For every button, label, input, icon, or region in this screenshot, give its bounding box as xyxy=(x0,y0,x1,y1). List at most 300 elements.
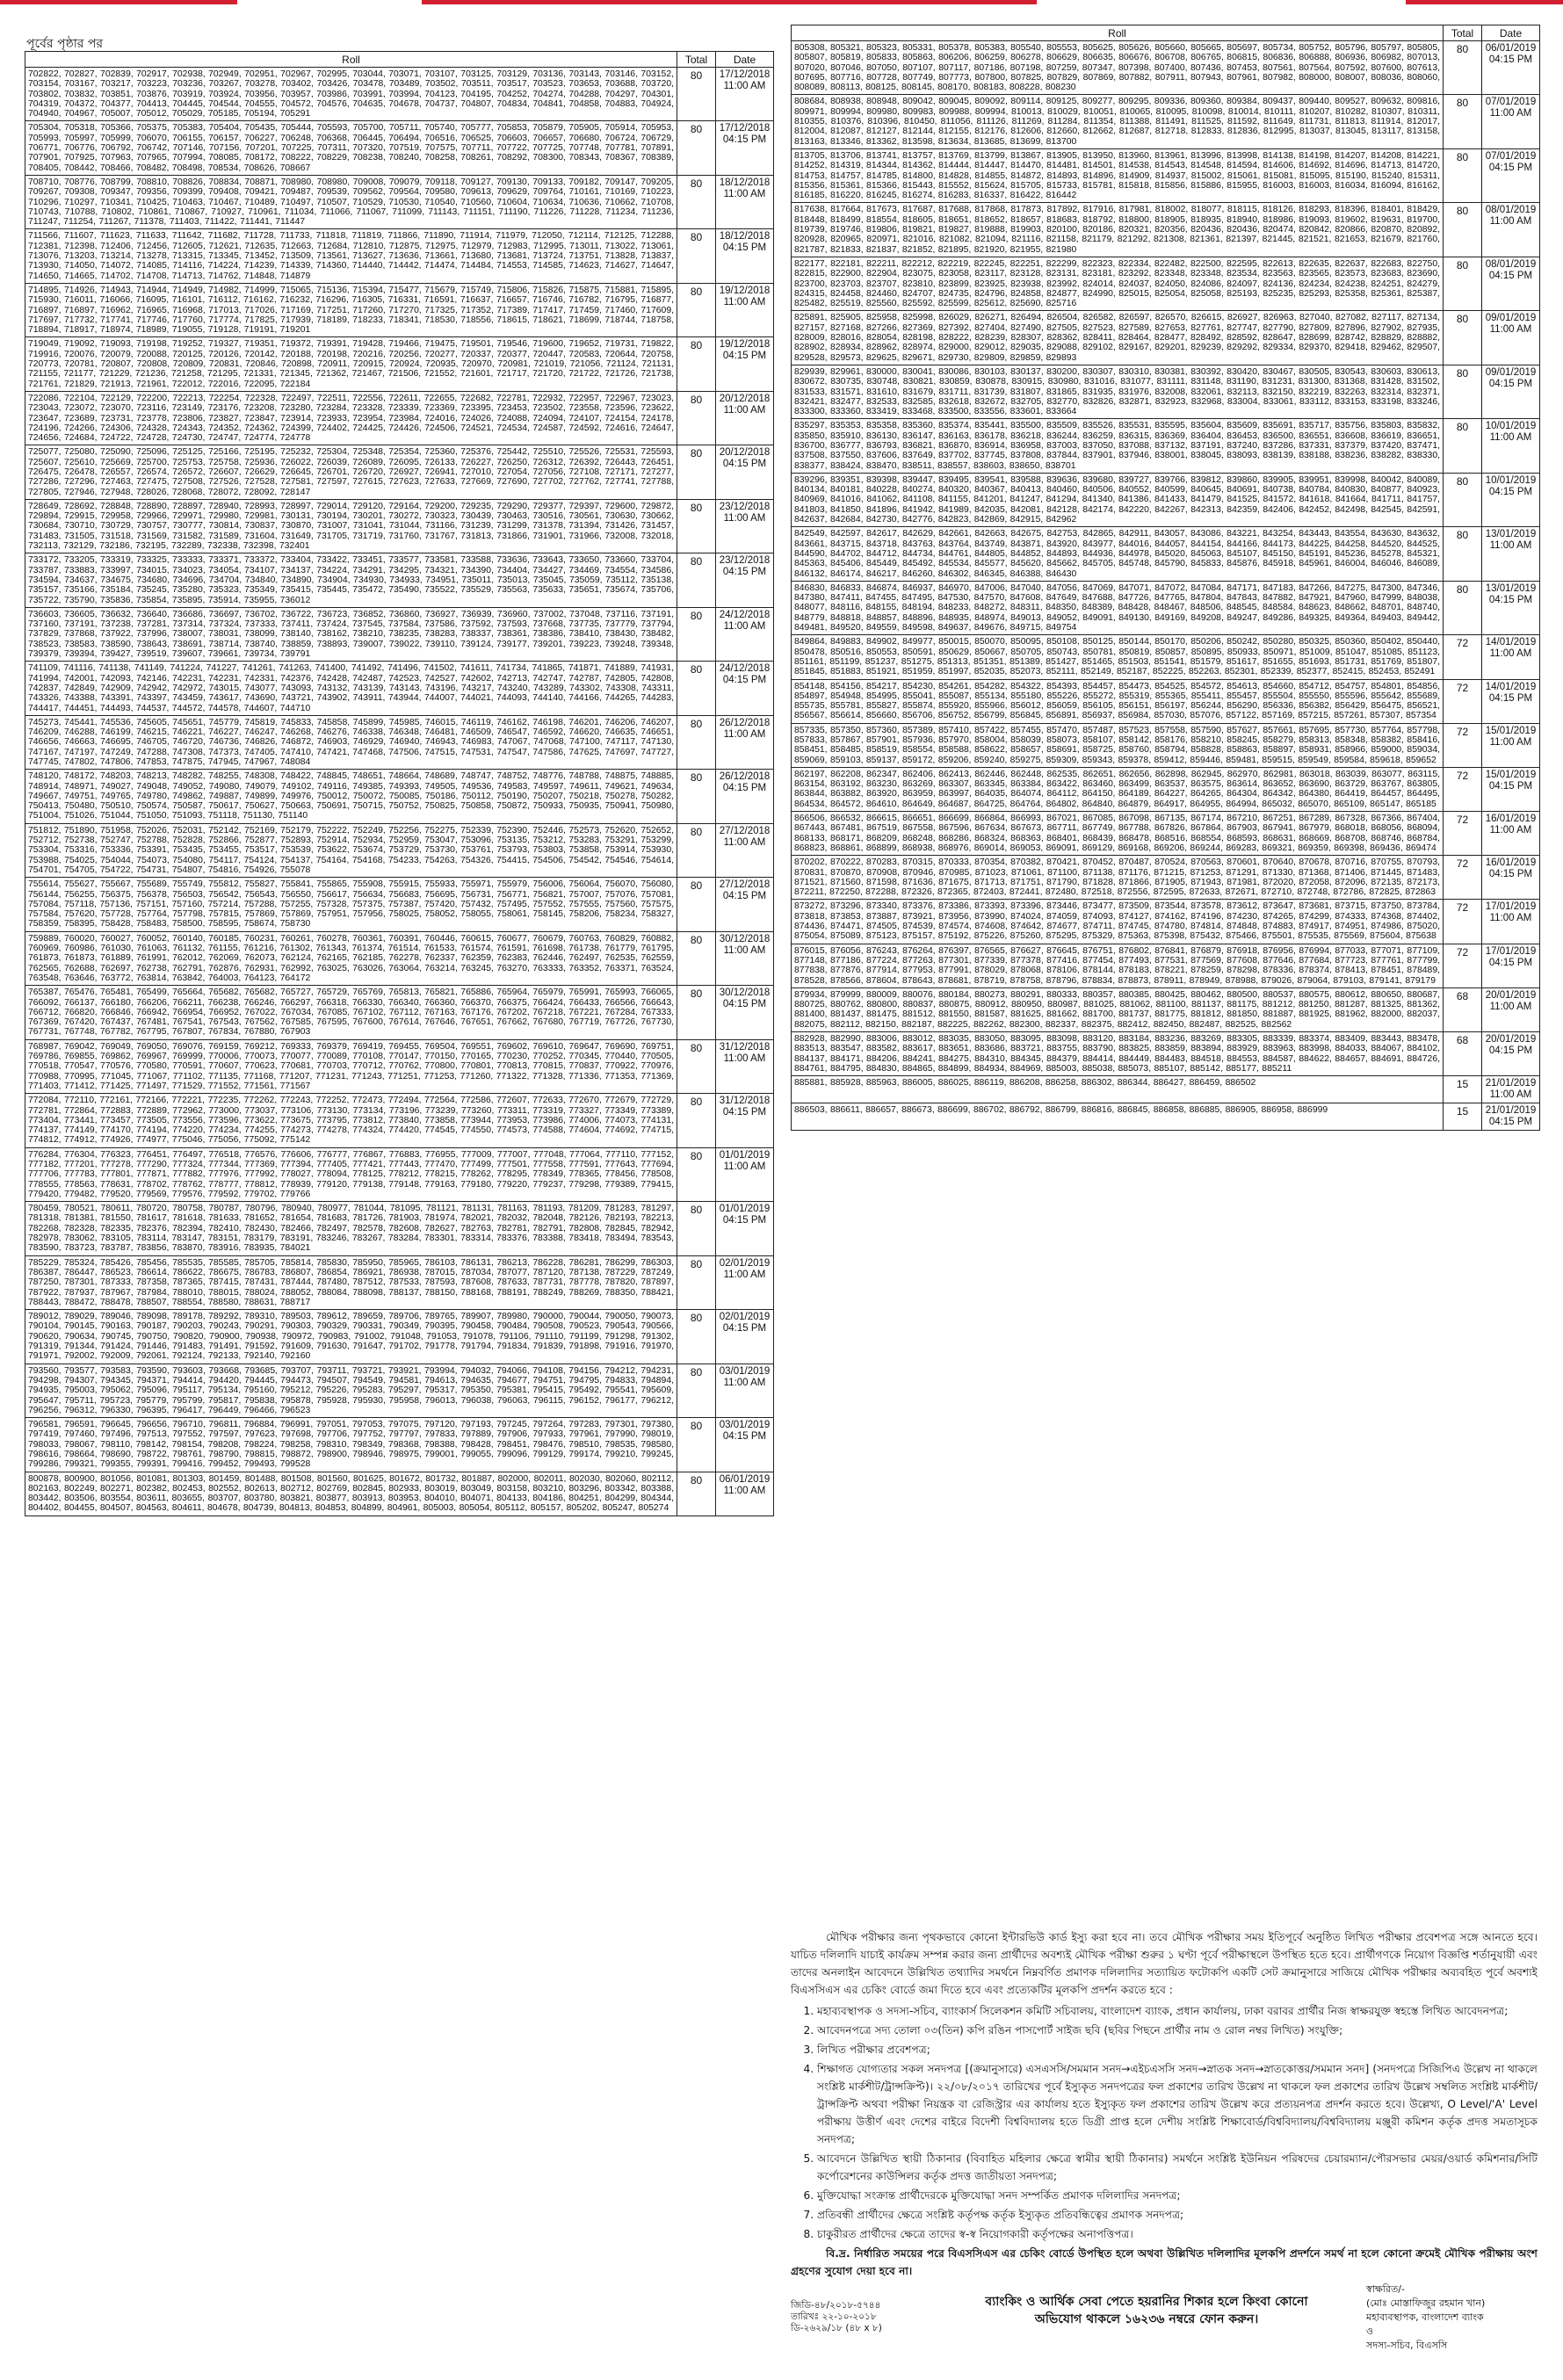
exam-time: 04:15 PM xyxy=(1488,162,1533,173)
date-cell xyxy=(716,1094,774,1147)
exam-time: 11:00 AM xyxy=(723,836,766,848)
date-cell xyxy=(1482,1103,1540,1131)
instructions-intro: মৌখিক পরীক্ষার জন্য পৃথকভাবে কোনো ইন্টারভিউ কার্ড ইস্যু করা হবে না। তবে মৌখিক পরীক্ষার সময় ইতিপূর্বে অনুষ্ঠিত লিখিত পরীক্ষার প্রবেশপত্র সঙ্গে আনতে হবে। যাচিত দলিলাদি যাচাই কার্যক্রম সম্পন্ন করার জন্য প্রার্থীদের অবশ্যই মৌখিক পরীক্ষা শুরুর ১ ঘণ্টা পূর্বে পরীক্ষাস্থলে উপস্থিত হতে হবে। প্রার্থীগণকে নিয়োগ বিজ্ঞপ্তি শর্তানুযায়ী এবং তাদের অনলাইন আবেদনে উল্লিখিত তথ্যাদির সমর্থনে নিম্নবর্ণিত প্রমাণক দলিলাদির সত্যায়িত ফটোকপি একটি সেট ক্রমানুসারে সাজিয়ে মৌখিক পরীক্ষার অব্যবহিত পূর্বে অবশ্যই বিএসসিএস এর চেকিং বোর্ডে জমা দিতে হবে এবং প্রত্যেকটির মূলকপি প্রদর্শন করতে হবে : xyxy=(791,1931,1538,1996)
instructions-section xyxy=(791,1928,1538,2282)
total-header: Total xyxy=(677,52,716,68)
exam-date: 03/01/2019 xyxy=(719,1420,771,1431)
date-cell xyxy=(716,1255,774,1309)
exam-date: 30/12/2018 xyxy=(719,987,771,999)
checklist-item: 6. মুক্তিযোদ্ধা সংক্রান্ত প্রার্থীদেরকে মুক্তিযোদ্ধা সনদ সম্পর্কিত প্রমাণক দলিলাদির সনদপত্র; xyxy=(817,2187,1538,2204)
exam-date: 31/12/2018 xyxy=(719,1041,771,1053)
schedule-row xyxy=(792,473,1540,526)
date-cell xyxy=(1482,473,1540,526)
memo-line: ডি-২৬২৯/১৮ (৪৮ x ৮) xyxy=(791,2323,882,2333)
date-cell xyxy=(1482,148,1540,202)
schedule-row xyxy=(792,812,1540,856)
date-cell xyxy=(1482,1076,1540,1103)
date-cell xyxy=(1482,581,1540,634)
total-cell: 80 xyxy=(1444,95,1482,148)
schedule-row xyxy=(25,1094,774,1147)
roll-numbers-cell: 813705, 813706, 813741, 813757, 813769, 813799, 813867, 813905, 813950, 813960, 813961, 813996, 813998, 814138, 814198, 814207, 814208, 814221, 814252, 814319, 814344, 814362, 814444, 814447, 814470, 814481, 814501, 814538, 814543, 814548, 814594, 814606, 814692, 814696, 814713, 814720, 814753, 814757, 814785, 814800, 814828, 814855, 814872, 814893, 814896, 814909, 814937, 815002, 815061, 815081, 815095, 815190, 815240, 815311, 815356, 815361, 815366, 815443, 815552, 815624, 815705, 815733, 815781, 815818, 815856, 815886, 815955, 816003, 816003, 816034, 816094, 816162, 816185, 816220, 816245, 816274, 816283, 816337, 816422, 816442 xyxy=(792,148,1444,202)
total-cell: 80 xyxy=(677,1255,716,1309)
date-cell xyxy=(716,715,774,769)
exam-time: 11:00 AM xyxy=(1489,648,1532,660)
total-cell: 80 xyxy=(677,337,716,391)
schedule-row xyxy=(792,944,1540,987)
roll-numbers-cell: 772084, 772110, 772161, 772166, 772221, 772235, 772262, 772243, 772252, 772473, 772494, 772564, 772586, 772607, 772633, 772670, 772679, 772729, 772781, 772864, 772883, 772889, 772962, 773000, 773037, 773106, 773130, 773134, 773196, 773239, 773260, 773311, 773319, 773327, 773349, 773389, 773404, 773441, 773457, 773505, 773556, 773596, 773622, 773675, 773795, 773812, 773840, 773858, 773944, 773953, 773986, 774006, 774073, 774131, 774137, 774149, 774170, 774194, 774220, 774234, 774255, 774273, 774278, 774324, 774420, 774545, 774550, 774573, 774588, 774604, 774692, 774715, 774812, 774912, 774926, 774977, 775046, 775056, 775092, 775142 xyxy=(25,1094,677,1147)
schedule-row xyxy=(25,1310,774,1364)
total-cell: 80 xyxy=(677,391,716,445)
total-cell: 80 xyxy=(677,986,716,1039)
schedule-row xyxy=(25,607,774,661)
table-header-row xyxy=(25,52,774,68)
total-cell: 80 xyxy=(677,1094,716,1147)
total-cell: 72 xyxy=(1444,679,1482,723)
roll-numbers-cell: 829939, 829961, 830000, 830041, 830086, 830103, 830137, 830200, 830307, 830310, 830381, 830392, 830420, 830467, 830505, 830543, 830603, 830613, 830672, 830735, 830748, 830821, 830859, 830878, 830915, 830980, 831016, 831077, 831111, 831148, 831190, 831231, 831300, 831368, 831428, 831502, 831533, 831571, 831610, 831679, 831711, 831739, 831807, 831865, 831935, 831976, 832008, 832061, 832113, 832150, 832219, 832263, 832314, 832371, 832421, 832477, 832533, 832585, 832618, 832672, 832705, 832770, 832826, 832871, 832923, 832968, 833004, 833061, 833112, 833153, 833198, 833246, 833300, 833360, 833419, 833468, 833500, 833556, 833601, 833664 xyxy=(792,365,1444,418)
schedule-row xyxy=(792,581,1540,634)
date-cell xyxy=(1482,365,1540,418)
exam-date: 10/01/2019 xyxy=(1485,474,1537,486)
total-cell: 80 xyxy=(677,1039,716,1093)
total-cell: 80 xyxy=(677,1202,716,1255)
schedule-row xyxy=(25,823,774,877)
exam-time: 04:15 PM xyxy=(722,351,767,362)
date-cell xyxy=(716,986,774,1039)
checklist-item: 5. আবেদনে উল্লিখিত স্থায়ী ঠিকানার (বিবাহিত মহিলার ক্ষেত্রে স্বামীর স্থায়ী ঠিকানার) সমর্থনে সংশ্লিষ্ট ইউনিয়ন পরিষদের চেয়ারম্যান/পৌরসভার মেয়র/ওয়ার্ড কমিশনার/সিটি কর্পোরেশনের কাউন্সিলর কর্তৃক প্রদত্ত জাতীয়তা সনদপত্র; xyxy=(817,2150,1538,2185)
roll-numbers-cell: 805308, 805321, 805323, 805331, 805378, 805383, 805540, 805553, 805625, 805626, 805660, 805665, 805697, 805734, 805752, 805796, 805797, 805805, 805807, 805819, 805833, 805863, 806206, 806259, 806278, 806629, 806635, 806676, 806708, 806765, 806815, 806836, 806888, 806936, 806982, 807013, 807020, 807046, 807050, 807107, 807117, 807186, 807198, 807259, 807347, 807398, 807400, 807436, 807453, 807561, 807564, 807592, 807600, 807613, 807695, 807716, 807728, 807749, 807773, 807800, 807825, 807829, 807869, 807882, 807911, 807943, 807961, 807982, 808000, 808007, 808036, 808060, 808089, 808113, 808125, 808145, 808170, 808183, 808228, 808230 xyxy=(792,41,1444,95)
total-cell: 80 xyxy=(677,715,716,769)
exam-time: 11:00 AM xyxy=(723,296,766,307)
exam-time: 04:15 PM xyxy=(722,1323,767,1335)
exam-date: 21/01/2019 xyxy=(1485,1078,1537,1089)
checklist-item: 7. প্রতিবন্ধী প্রার্থীদের ক্ষেত্রে সংশ্লিষ্ট কর্তৃপক্ষ কর্তৃক ইস্যুকৃত প্রতিবন্ধিত্বের প্রমাণক সনদপত্র; xyxy=(817,2206,1538,2224)
schedule-row xyxy=(25,337,774,391)
exam-time: 11:00 AM xyxy=(723,728,766,740)
roll-numbers-cell: 808684, 808938, 808948, 809042, 809045, 809092, 809114, 809125, 809277, 809295, 809336, 809360, 809384, 809437, 809440, 809527, 809632, 809816, 809971, 809994, 809980, 809983, 809988, 809994, 810013, 810029, 810051, 810065, 810095, 810098, 810014, 810111, 810207, 810282, 810307, 810311, 810355, 810376, 810396, 810450, 811056, 811126, 811269, 811284, 811354, 811388, 811491, 811525, 811592, 811649, 811731, 811813, 811914, 812017, 812004, 812087, 812127, 812144, 812155, 812176, 812606, 812660, 812662, 812687, 812718, 812833, 812836, 812995, 813037, 813045, 813117, 813158, 813163, 813346, 813362, 813598, 813634, 813685, 813699, 813700 xyxy=(792,95,1444,148)
schedule-row xyxy=(792,767,1540,811)
total-cell: 80 xyxy=(1444,527,1482,581)
total-cell: 72 xyxy=(1444,723,1482,767)
roll-numbers-cell: 711566, 711607, 711623, 711633, 711642, 711682, 711728, 711733, 711818, 711819, 711866, 711890, 711914, 711979, 712050, 712114, 712125, 712288, 712381, 712398, 712406, 712456, 712605, 712621, 712635, 712663, 712684, 712810, 712875, 712975, 712979, 712983, 712995, 713011, 713022, 713061, 713076, 713203, 713214, 713278, 713315, 713345, 713452, 713509, 713561, 713627, 713636, 713661, 713680, 713681, 713724, 713751, 713828, 713837, 713930, 714050, 714072, 714085, 714116, 714224, 714239, 714339, 714360, 714440, 714442, 714474, 714484, 714553, 714585, 714623, 714627, 714647, 714650, 714665, 714702, 714708, 714713, 714762, 714848, 714879 xyxy=(25,229,677,283)
total-cell: 72 xyxy=(1444,767,1482,811)
schedule-row xyxy=(792,1076,1540,1103)
exam-date: 06/01/2019 xyxy=(1485,43,1537,54)
exam-date: 01/01/2019 xyxy=(719,1149,771,1161)
total-cell: 80 xyxy=(1444,41,1482,95)
roll-numbers-cell: 733172, 733205, 733319, 733325, 733333, 733371, 733372, 733404, 733422, 733451, 733577, 733581, 733588, 733636, 733643, 733650, 733660, 733704, 733787, 733883, 733997, 734015, 734023, 734054, 734107, 734137, 734224, 734291, 734295, 734321, 734390, 734404, 734427, 734469, 734554, 734586, 734594, 734637, 734675, 734680, 734696, 734704, 734840, 734890, 734904, 734930, 734933, 734951, 735011, 735013, 735045, 735059, 735112, 735138, 735157, 735166, 735184, 735245, 735280, 735323, 735349, 735415, 735445, 735472, 735490, 735522, 735529, 735563, 735633, 735651, 735674, 735706, 735722, 735790, 735836, 735854, 735895, 735914, 735955, 736012 xyxy=(25,553,677,607)
roll-numbers-cell: 870202, 870222, 870283, 870315, 870333, 870354, 870382, 870421, 870452, 870487, 870524, 870563, 870601, 870640, 870678, 870716, 870755, 870793, 870831, 870870, 870908, 870946, 870985, 871023, 871061, 871100, 871138, 871176, 871215, 871253, 871291, 871330, 871368, 871406, 871445, 871483, 871521, 871560, 871598, 871636, 871675, 871713, 871751, 871790, 871828, 871866, 871905, 871943, 871981, 872020, 872058, 872096, 872135, 872173, 872211, 872250, 872288, 872326, 872365, 872403, 872441, 872480, 872518, 872556, 872595, 872633, 872671, 872710, 872748, 872786, 872825, 872863 xyxy=(792,856,1444,900)
schedule-row xyxy=(25,1039,774,1093)
schedule-row xyxy=(792,527,1540,581)
checklist-item: 2. আবেদনপত্রে সদ্য তোলা ০৩(তিন) কপি রঙিন পাসপোর্ট সাইজ ছবি (ছবির পিছনে প্রার্থীর নাম ও রোল নম্বর লিখিত) সংযুক্তি; xyxy=(817,2022,1538,2039)
exam-date: 13/01/2019 xyxy=(1485,582,1537,594)
exam-time: 11:00 AM xyxy=(1489,108,1532,119)
date-cell xyxy=(716,1310,774,1364)
roll-numbers-cell: 800878, 800900, 801056, 801081, 801303, 801459, 801488, 801508, 801560, 801625, 801672, 801732, 801887, 802000, 802011, 802030, 802060, 802112, 802163, 802249, 802271, 802382, 802453, 802552, 802613, 802712, 802769, 802845, 802933, 803019, 803049, 803158, 803210, 803296, 803342, 803388, 803442, 803506, 803554, 803611, 803655, 803707, 803780, 803821, 803877, 803913, 803953, 804010, 804071, 804133, 804186, 804251, 804299, 804344, 804402, 804455, 804507, 804563, 804611, 804678, 804739, 804813, 804853, 804899, 804961, 805003, 805054, 805112, 805157, 805202, 805247, 805274 xyxy=(25,1472,677,1516)
exam-date: 27/12/2018 xyxy=(719,879,771,891)
exam-time: 11:00 AM xyxy=(1489,825,1532,836)
date-cell xyxy=(716,175,774,228)
total-cell: 72 xyxy=(1444,900,1482,944)
exam-time: 11:00 AM xyxy=(1489,216,1532,228)
schedule-row xyxy=(792,679,1540,723)
roll-numbers-cell: 765387, 765476, 765481, 765499, 765664, 765682, 765682, 765727, 765729, 765769, 765813, 765821, 765886, 765964, 765979, 765991, 765993, 766065, 766092, 766137, 766180, 766206, 766211, 766238, 766246, 766297, 766318, 766330, 766340, 766360, 766370, 766375, 766424, 766433, 766566, 766643, 766712, 766820, 766846, 766942, 766954, 766952, 767022, 767034, 767085, 767102, 767112, 767163, 767176, 767202, 767218, 767221, 767284, 767333, 767369, 767420, 767437, 767481, 767541, 767543, 767562, 767585, 767595, 767600, 767614, 767646, 767651, 767662, 767680, 767719, 767726, 767730, 767731, 767748, 767782, 767795, 767807, 767834, 767880, 767903 xyxy=(25,986,677,1039)
exam-date: 30/12/2018 xyxy=(719,933,771,944)
schedule-row xyxy=(25,445,774,499)
schedule-row xyxy=(25,1364,774,1417)
checklist-item: 1. মহাব্যবস্থাপক ও সদস্য-সচিব, ব্যাংকার্স সিলেকশন কমিটি সচিবালয়, বাংলাদেশ ব্যাংক, প্রধান কার্যালয়, ঢাকা বরাবর প্রার্থীর নিজ স্বাক্ষরযুক্ত স্বহস্তে লিখিত আবেদনপত্র; xyxy=(817,2002,1538,2020)
exam-time: 11:00 AM xyxy=(723,404,766,416)
schedule-row xyxy=(25,770,774,823)
date-cell xyxy=(1482,856,1540,900)
schedule-row xyxy=(792,203,1540,257)
schedule-row xyxy=(25,878,774,931)
roll-numbers-cell: 789012, 789029, 789046, 789098, 789178, 789292, 789310, 789503, 789612, 789659, 789706, 789765, 789907, 789980, 790000, 790044, 790050, 790073, 790104, 790145, 790163, 790187, 790203, 790243, 790291, 790303, 790329, 790331, 790349, 790395, 790458, 790484, 790508, 790523, 790543, 790566, 790620, 790634, 790745, 790750, 790820, 790900, 790938, 790972, 790983, 791002, 791048, 791053, 791078, 791106, 791110, 791199, 791298, 791302, 791319, 791344, 791424, 791446, 791483, 791491, 791592, 791609, 791630, 791647, 791702, 791778, 791794, 791834, 791839, 791898, 791916, 791970, 791971, 792002, 792009, 792061, 792124, 792133, 792140, 792160 xyxy=(25,1310,677,1364)
exam-time: 11:00 AM xyxy=(723,1485,766,1496)
date-cell xyxy=(1482,635,1540,679)
top-bar-segment xyxy=(422,0,1037,4)
roll-numbers-cell: 719049, 719092, 719093, 719198, 719252, 719327, 719351, 719372, 719391, 719428, 719466, 719475, 719501, 719546, 719600, 719652, 719731, 719822, 719916, 720076, 720079, 720088, 720125, 720126, 720142, 720188, 720198, 720216, 720256, 720277, 720337, 720377, 720447, 720583, 720644, 720758, 720773, 720781, 720807, 720808, 720809, 720831, 720846, 720898, 720911, 720915, 720924, 720935, 720970, 720981, 721019, 721056, 721124, 721131, 721155, 721177, 721229, 721236, 721258, 721295, 721331, 721345, 721362, 721467, 721506, 721552, 721601, 721717, 721720, 721722, 721726, 721738, 721761, 721829, 721913, 721961, 722012, 722016, 722095, 722184 xyxy=(25,337,677,391)
date-cell xyxy=(716,931,774,985)
exam-date: 06/01/2019 xyxy=(719,1473,771,1485)
roll-numbers-cell: 708710, 708776, 708799, 708810, 708826, 708834, 708871, 708980, 708980, 709008, 709079, 709118, 709127, 709130, 709133, 709182, 709147, 709205, 709267, 709308, 709347, 709356, 709399, 709408, 709421, 709487, 709539, 709562, 709564, 709580, 709613, 709629, 709764, 710161, 710169, 710223, 710296, 710297, 710341, 710425, 710463, 710467, 710489, 710497, 710507, 710529, 710530, 710540, 710560, 710604, 710634, 710636, 710662, 710708, 710743, 710788, 710802, 710861, 710867, 710927, 710961, 711034, 711066, 711067, 711099, 711143, 711151, 711190, 711226, 711228, 711234, 711236, 711247, 711254, 711267, 711378, 711403, 711422, 711441, 711447 xyxy=(25,175,677,228)
schedule-row xyxy=(792,900,1540,944)
roll-numbers-cell: 846830, 846833, 846874, 846937, 846970, 847006, 847040, 847056, 847069, 847071, 847072, 847084, 847171, 847183, 847266, 847275, 847300, 847346, 847380, 847411, 847455, 847495, 847530, 847570, 847608, 847649, 847688, 847726, 847765, 847804, 847843, 847882, 847921, 847960, 847999, 848038, 848077, 848116, 848155, 848194, 848233, 848272, 848311, 848350, 848389, 848428, 848467, 848506, 848545, 848584, 848623, 848662, 848701, 848740, 848779, 848818, 848857, 848896, 848935, 848974, 849013, 849052, 849091, 849130, 849169, 849208, 849247, 849286, 849325, 849364, 849403, 849442, 849481, 849520, 849559, 849598, 849637, 849676, 849715, 849754 xyxy=(792,581,1444,634)
exam-time: 11:00 AM xyxy=(1489,913,1532,924)
total-cell: 80 xyxy=(677,445,716,499)
exam-date: 01/01/2019 xyxy=(719,1204,771,1215)
exam-time: 11:00 AM xyxy=(1489,324,1532,336)
checklist-item: 8. চাকুরীরত প্রার্থীদের ক্ষেত্রে তাদের স্ব-স্ব নিয়োগকারী কর্তৃপক্ষের অনাপত্তিপত্র। xyxy=(817,2225,1538,2243)
roll-numbers-cell: 793560, 793577, 793583, 793590, 793603, 793668, 793685, 793707, 793711, 793721, 793921, 793994, 794032, 794066, 794108, 794156, 794212, 794231, 794298, 794307, 794345, 794371, 794414, 794420, 794445, 794473, 794507, 794549, 794581, 794613, 794635, 794677, 794751, 794795, 794833, 794894, 794935, 795003, 795062, 795096, 795117, 795134, 795160, 795212, 795226, 795283, 795297, 795317, 795350, 795381, 795415, 795492, 795541, 795609, 795647, 795711, 795723, 795779, 795799, 795817, 795838, 795878, 795928, 795930, 795958, 796013, 796038, 796063, 796115, 796152, 796177, 796212, 796256, 796312, 796330, 796395, 796417, 796449, 796466, 796523 xyxy=(25,1364,677,1417)
roll-numbers-cell: 876015, 876056, 876243, 876264, 876397, 876565, 876627, 876645, 876751, 876802, 876841, 876879, 876918, 876956, 876994, 877033, 877071, 877109, 877148, 877186, 877224, 877263, 877301, 877339, 877378, 877416, 877454, 877493, 877531, 877569, 877608, 877646, 877684, 877723, 877761, 877799, 877838, 877876, 877914, 877953, 877991, 878029, 878068, 878106, 878144, 878183, 878221, 878259, 878298, 878336, 878374, 878413, 878451, 878489, 878528, 878566, 878604, 878643, 878681, 878719, 878758, 878796, 878834, 878873, 878911, 878949, 878988, 879026, 879064, 879103, 879141, 879179 xyxy=(792,944,1444,987)
roll-numbers-cell: 825891, 825905, 825958, 825998, 826029, 826271, 826494, 826504, 826582, 826597, 826570, 826615, 826927, 826963, 827040, 827082, 827117, 827134, 827157, 827168, 827266, 827369, 827392, 827404, 827490, 827505, 827523, 827589, 827653, 827761, 827747, 827790, 827809, 827896, 827902, 827935, 828009, 828016, 828054, 828198, 828222, 828239, 828307, 828362, 828411, 828464, 828477, 828492, 828592, 828647, 828699, 828742, 828829, 828882, 828902, 828934, 828962, 828974, 829000, 829012, 829035, 829088, 829102, 829167, 829201, 829239, 829292, 829334, 829370, 829418, 829462, 829507, 829528, 829573, 829625, 829671, 829730, 829809, 829859, 829893 xyxy=(792,311,1444,365)
schedule-row xyxy=(25,391,774,445)
exam-time: 04:15 PM xyxy=(1488,869,1533,880)
exam-date: 14/01/2019 xyxy=(1485,637,1537,648)
roll-numbers-cell: 886503, 886611, 886657, 886673, 886699, 886702, 886792, 886799, 886816, 886845, 886858, 886885, 886905, 886958, 886999 xyxy=(792,1103,1444,1131)
total-header: Total xyxy=(1444,25,1482,41)
exam-time: 11:00 AM xyxy=(1489,1001,1532,1012)
roll-numbers-cell: 759889, 760020, 760027, 760052, 760140, 760185, 760231, 760261, 760278, 760361, 760391, 760446, 760615, 760677, 760679, 760763, 760829, 760882, 760969, 760986, 761030, 761063, 761132, 761155, 761216, 761302, 761343, 761374, 761514, 761533, 761574, 761591, 761698, 761738, 761779, 761795, 761873, 761873, 761889, 761991, 762012, 762069, 762073, 762124, 762165, 762185, 762278, 762337, 762359, 762383, 762446, 762497, 762535, 762559, 762565, 762688, 762697, 762738, 762791, 762876, 762931, 762992, 763025, 763026, 763064, 763214, 763245, 763270, 763333, 763352, 763371, 763524, 763548, 763646, 763772, 763814, 763842, 764003, 764123, 764172 xyxy=(25,931,677,985)
schedule-row xyxy=(25,662,774,715)
exam-time: 11:00 AM xyxy=(723,1269,766,1280)
total-cell: 80 xyxy=(677,1472,716,1516)
schedule-row xyxy=(792,257,1540,310)
total-cell: 80 xyxy=(1444,311,1482,365)
exam-date: 10/01/2019 xyxy=(1485,421,1537,432)
roll-numbers-cell: 866506, 866532, 866615, 866651, 866699, 866864, 866993, 867021, 867085, 867098, 867135, 867174, 867210, 867251, 867289, 867328, 867366, 867404, 867443, 867481, 867519, 867558, 867596, 867634, 867673, 867711, 867749, 867788, 867826, 867864, 867903, 867941, 867979, 868018, 868056, 868094, 868133, 868171, 868209, 868248, 868286, 868324, 868363, 868401, 868439, 868478, 868516, 868554, 868593, 868631, 868669, 868708, 868746, 868784, 868823, 868861, 868899, 868938, 868976, 869014, 869053, 869091, 869129, 869168, 869206, 869244, 869283, 869321, 869359, 869398, 869436, 869474 xyxy=(792,812,1444,856)
exam-date: 09/01/2019 xyxy=(1485,313,1537,324)
exam-time: 04:15 PM xyxy=(1488,378,1533,389)
total-cell: 80 xyxy=(1444,581,1482,634)
date-cell xyxy=(1482,311,1540,365)
schedule-row xyxy=(25,229,774,283)
exam-date: 19/12/2018 xyxy=(719,339,771,351)
roll-numbers-cell: 854148, 854156, 854217, 854230, 854261, 854282, 854322, 854393, 854457, 854473, 854525, 854572, 854613, 854660, 854712, 854757, 854801, 854856, 854897, 854948, 854995, 855041, 855087, 855134, 855180, 855226, 855272, 855319, 855365, 855411, 855457, 855504, 855550, 855596, 855642, 855689, 855735, 855781, 855827, 855874, 855920, 855966, 856012, 856059, 856105, 856151, 856197, 856244, 856290, 856336, 856382, 856429, 856475, 856521, 856567, 856614, 856660, 856706, 856752, 856799, 856845, 856891, 856937, 856984, 857030, 857076, 857122, 857169, 857215, 857261, 857307, 857354 xyxy=(792,679,1444,723)
schedule-table-left xyxy=(25,51,774,1516)
date-cell xyxy=(716,823,774,877)
roll-numbers-cell: 705304, 705318, 705366, 705375, 705383, 705404, 705435, 705444, 705593, 705700, 705711, 705740, 705777, 705853, 705879, 705905, 705914, 705953, 705993, 705997, 705999, 706070, 706155, 706157, 706227, 706248, 706368, 706445, 706494, 706516, 706525, 706603, 706657, 706680, 706724, 706729, 706771, 706776, 706792, 706742, 707146, 707156, 707201, 707225, 707311, 707320, 707519, 707575, 707711, 707722, 707725, 707748, 707781, 707891, 707901, 707925, 707963, 707965, 707994, 708085, 708172, 708222, 708229, 708238, 708240, 708258, 708261, 708292, 708300, 708343, 708367, 708389, 708405, 708442, 708466, 708482, 708498, 708534, 708626, 708667 xyxy=(25,121,677,175)
schedule-row xyxy=(25,553,774,607)
total-cell: 80 xyxy=(1444,203,1482,257)
total-cell: 80 xyxy=(677,68,716,121)
roll-numbers-cell: 736603, 736605, 736632, 736640, 736686, 736697, 736702, 736722, 736723, 736852, 736860, 736927, 736939, 736960, 737002, 737048, 737116, 737191, 737160, 737191, 737238, 737281, 737314, 737324, 737333, 737411, 737424, 737545, 737584, 737586, 737592, 737593, 737668, 737735, 737779, 737794, 737829, 737868, 737922, 737996, 738007, 738031, 738099, 738140, 738162, 738210, 738235, 738283, 738337, 738361, 738386, 738410, 738430, 738482, 738523, 738583, 738590, 738643, 738691, 738714, 738740, 738859, 738893, 739007, 739022, 739110, 739124, 739177, 739201, 739223, 739248, 739348, 739379, 739394, 739427, 739519, 739607, 739661, 739734, 739791 xyxy=(25,607,677,661)
exam-time: 04:15 PM xyxy=(1488,270,1533,281)
date-cell xyxy=(716,1039,774,1093)
exam-time: 04:15 PM xyxy=(722,999,767,1010)
date-cell xyxy=(1482,679,1540,723)
roll-numbers-cell: 842549, 842597, 842617, 842629, 842661, 842663, 842675, 842753, 842865, 842911, 843057, 843086, 843221, 843254, 843443, 843554, 843630, 843632, 843661, 843715, 843718, 843763, 843764, 843749, 843871, 843920, 843977, 844016, 844057, 844154, 844166, 844173, 844225, 844258, 844520, 844525, 844590, 844702, 844712, 844734, 844761, 844805, 844852, 844893, 844936, 844978, 845020, 845063, 845107, 845150, 845191, 845236, 845278, 845321, 845363, 845406, 845449, 845492, 845534, 845577, 845620, 845662, 845705, 845748, 845790, 845833, 845876, 845918, 845961, 846004, 846046, 846089, 846132, 846174, 846217, 846260, 846302, 846345, 846388, 846430 xyxy=(792,527,1444,581)
exam-time: 11:00 AM xyxy=(1489,736,1532,748)
total-cell: 80 xyxy=(677,283,716,336)
roll-numbers-cell: 849864, 849883, 849902, 849977, 850015, 850070, 850095, 850108, 850125, 850144, 850170, 850206, 850242, 850280, 850325, 850360, 850402, 850440, 850478, 850516, 850553, 850591, 850629, 850667, 850705, 850743, 850781, 850819, 850857, 850895, 850933, 850971, 851009, 851047, 851085, 851123, 851161, 851199, 851237, 851275, 851313, 851351, 851389, 851427, 851465, 851503, 851541, 851579, 851617, 851655, 851693, 851731, 851769, 851807, 851845, 851883, 851921, 851959, 851997, 852035, 852073, 852111, 852149, 852187, 852225, 852263, 852301, 852339, 852377, 852415, 852453, 852491 xyxy=(792,635,1444,679)
schedule-row xyxy=(792,856,1540,900)
exam-date: 13/01/2019 xyxy=(1485,529,1537,540)
exam-time: 04:15 PM xyxy=(722,459,767,470)
roll-header: Roll xyxy=(792,25,1444,41)
schedule-row xyxy=(792,365,1540,418)
roll-numbers-cell: 776284, 776304, 776323, 776451, 776497, 776518, 776576, 776606, 776777, 776867, 776883, 776955, 777009, 777007, 777048, 777064, 777110, 777152, 777182, 777201, 777278, 777290, 777324, 777344, 777369, 777394, 777405, 777421, 777443, 777470, 777499, 777501, 777558, 777591, 777643, 777694, 777706, 777783, 777801, 777871, 777882, 777976, 777992, 778027, 778094, 778125, 778212, 778215, 778262, 778295, 778349, 778365, 778456, 778508, 778555, 778563, 778631, 778702, 778762, 778777, 778812, 778939, 779120, 779138, 779148, 779163, 779180, 779220, 779237, 779298, 779389, 779415, 779420, 779482, 779520, 779569, 779576, 779592, 779702, 779766 xyxy=(25,1147,677,1201)
date-cell xyxy=(716,1202,774,1255)
roll-numbers-cell: 839296, 839351, 839398, 839447, 839495, 839541, 839588, 839636, 839680, 839727, 839766, 839812, 839860, 839905, 839951, 839998, 840042, 840089, 840134, 840181, 840228, 840274, 840320, 840367, 840413, 840460, 840506, 840552, 840599, 840645, 840691, 840738, 840784, 840830, 840877, 840923, 840969, 841016, 841062, 841108, 841155, 841201, 841247, 841294, 841340, 841386, 841433, 841479, 841525, 841572, 841618, 841664, 841711, 841757, 841803, 841850, 841896, 841942, 841989, 842035, 842081, 842128, 842174, 842220, 842267, 842313, 842359, 842406, 842452, 842498, 842545, 842591, 842637, 842684, 842730, 842776, 842823, 842869, 842915, 842962 xyxy=(792,473,1444,526)
roll-numbers-cell: 722086, 722104, 722129, 722200, 722213, 722254, 722328, 722497, 722511, 722556, 722611, 722655, 722682, 722781, 722932, 722957, 722967, 723023, 723043, 723072, 723070, 723116, 723149, 723176, 723208, 723280, 723284, 723328, 723339, 723369, 723395, 723453, 723502, 723558, 723596, 723622, 723647, 723689, 723731, 723778, 723806, 723827, 723847, 723914, 723933, 723954, 723984, 724016, 724026, 724088, 724094, 724107, 724154, 724178, 724196, 724266, 724306, 724328, 724343, 724352, 724362, 724399, 724402, 724425, 724426, 724506, 724521, 724534, 724587, 724592, 724616, 724647, 724656, 724684, 724722, 724728, 724730, 724747, 724774, 724778 xyxy=(25,391,677,445)
total-cell: 72 xyxy=(1444,635,1482,679)
exam-date: 16/01/2019 xyxy=(1485,857,1537,869)
total-cell: 80 xyxy=(677,770,716,823)
exam-date: 14/01/2019 xyxy=(1485,681,1537,692)
exam-date: 19/12/2018 xyxy=(719,285,771,296)
continued-label: পূর্বের পৃষ্ঠার পর xyxy=(26,37,104,51)
roll-numbers-cell: 780459, 780521, 780611, 780720, 780758, 780787, 780796, 780940, 780977, 781044, 781095, 781121, 781131, 781163, 781193, 781209, 781283, 781297, 781318, 781381, 781550, 781617, 781618, 781633, 781652, 781654, 781683, 781726, 781903, 781974, 782021, 782032, 782048, 782126, 782193, 782213, 782268, 782328, 782335, 782376, 782394, 782410, 782430, 782466, 782497, 782578, 782608, 782627, 782763, 782781, 782791, 782808, 782845, 782942, 782978, 783062, 783105, 783114, 783147, 783151, 783179, 783191, 783246, 783267, 783284, 783301, 783314, 783376, 783388, 783418, 783494, 783543, 783590, 783723, 783787, 783856, 783870, 783916, 783935, 784021 xyxy=(25,1202,677,1255)
exam-time: 11:00 AM xyxy=(723,1053,766,1064)
exam-time: 04:15 PM xyxy=(722,134,767,146)
schedule-row xyxy=(792,95,1540,148)
total-cell: 80 xyxy=(1444,257,1482,310)
exam-date: 16/01/2019 xyxy=(1485,814,1537,825)
exam-date: 02/01/2019 xyxy=(719,1257,771,1269)
date-cell xyxy=(716,1418,774,1472)
roll-numbers-cell: 796581, 796591, 796645, 796656, 796710, 796811, 796884, 796991, 797051, 797053, 797075, 797120, 797193, 797245, 797264, 797283, 797301, 797380, 797419, 797460, 797496, 797513, 797552, 797597, 797623, 797698, 797706, 797752, 797797, 797833, 797889, 797906, 797933, 797961, 797990, 798019, 798033, 798067, 798110, 798142, 798154, 798208, 798224, 798258, 798310, 798349, 798368, 798388, 798428, 798451, 798476, 798510, 798535, 798580, 798616, 798664, 798690, 798722, 798761, 798790, 798815, 798872, 798900, 798946, 798975, 799001, 799055, 799096, 799129, 799174, 799210, 799245, 799286, 799321, 799355, 799391, 799416, 799452, 799493, 799528 xyxy=(25,1418,677,1472)
total-cell: 68 xyxy=(1444,987,1482,1031)
schedule-row xyxy=(25,499,774,553)
date-header: Date xyxy=(1482,25,1540,41)
date-cell xyxy=(1482,95,1540,148)
exam-date: 21/01/2019 xyxy=(1485,1105,1537,1117)
date-cell xyxy=(1482,203,1540,257)
date-cell xyxy=(1482,944,1540,987)
date-cell xyxy=(716,121,774,175)
schedule-row xyxy=(792,1032,1540,1076)
exam-date: 18/12/2018 xyxy=(719,231,771,242)
roll-numbers-cell: 714895, 714926, 714943, 714944, 714949, 714982, 714999, 715065, 715136, 715394, 715477, 715679, 715749, 715806, 715826, 715875, 715881, 715895, 715930, 716011, 716066, 716095, 716101, 716112, 716162, 716232, 716296, 716305, 716331, 716591, 716637, 716657, 716746, 716782, 716795, 716877, 716897, 716897, 716962, 716965, 716968, 717013, 717026, 717169, 717251, 717260, 717270, 717325, 717352, 717389, 717417, 717459, 717460, 717609, 717697, 717732, 717741, 717746, 717760, 717774, 717825, 717939, 718189, 718233, 718341, 718530, 718556, 718615, 718621, 718699, 718744, 718758, 718894, 718917, 718974, 718989, 719055, 719128, 719191, 719201 xyxy=(25,283,677,336)
exam-time: 11:00 AM xyxy=(1489,1089,1532,1101)
checklist-item: 3. লিখিত পরীক্ষার প্রবেশপত্র; xyxy=(817,2041,1538,2058)
roll-numbers-cell: 882928, 882990, 883006, 883012, 883035, 883050, 883095, 883098, 883120, 883184, 883236, 883269, 883305, 883339, 883374, 883409, 883443, 883478, 883513, 883547, 883582, 883617, 883651, 883686, 883721, 883755, 883790, 883825, 883859, 883894, 883929, 883963, 883998, 884033, 884067, 884102, 884137, 884171, 884206, 884241, 884275, 884310, 884345, 884379, 884414, 884449, 884483, 884518, 884553, 884587, 884622, 884657, 884691, 884726, 884761, 884795, 884830, 884865, 884899, 884934, 884969, 885003, 885038, 885073, 885107, 885142, 885177, 885211 xyxy=(792,1032,1444,1076)
schedule-row xyxy=(25,931,774,985)
exam-date: 17/12/2018 xyxy=(719,123,771,134)
total-cell: 80 xyxy=(677,175,716,228)
roll-numbers-cell: 822177, 822181, 822211, 822212, 822219, 822245, 822251, 822299, 822323, 822334, 822482, 822500, 822595, 822613, 822635, 822637, 822683, 822750, 822815, 822900, 822904, 823075, 823058, 823117, 823128, 823131, 823181, 823292, 823348, 823348, 823534, 823563, 823565, 823573, 823683, 823690, 823700, 823703, 823707, 823810, 823899, 823925, 823938, 823992, 824014, 824037, 824050, 824086, 824097, 824136, 824234, 824238, 824251, 824279, 824315, 824458, 824460, 824707, 824735, 824796, 824858, 824877, 824990, 825015, 825054, 825058, 825193, 825235, 825293, 825358, 825361, 825387, 825482, 825519, 825560, 825592, 825599, 825612, 825690, 825716 xyxy=(792,257,1444,310)
exam-time: 04:15 PM xyxy=(1488,486,1533,497)
date-cell xyxy=(716,391,774,445)
exam-date: 07/01/2019 xyxy=(1485,150,1537,162)
document-checklist xyxy=(791,2002,1538,2243)
exam-date: 17/01/2019 xyxy=(1485,945,1537,957)
roll-numbers-cell: 862197, 862208, 862347, 862406, 862413, 862446, 862448, 862535, 862651, 862656, 862898, 862945, 862970, 862981, 863018, 863039, 863077, 863115, 863154, 863192, 863230, 863269, 863307, 863345, 863384, 863422, 863460, 863499, 863537, 863575, 863614, 863652, 863690, 863729, 863767, 863805, 863844, 863882, 863920, 863959, 863997, 864035, 864074, 864112, 864150, 864189, 864227, 864265, 864304, 864342, 864380, 864419, 864457, 864495, 864534, 864572, 864610, 864649, 864687, 864725, 864764, 864802, 864840, 864879, 864917, 864955, 864994, 865032, 865070, 865109, 865147, 865185 xyxy=(792,767,1444,811)
total-cell: 80 xyxy=(1444,148,1482,202)
schedule-row xyxy=(25,283,774,336)
date-cell xyxy=(716,878,774,931)
exam-date: 09/01/2019 xyxy=(1485,366,1537,378)
total-cell: 15 xyxy=(1444,1103,1482,1131)
exam-date: 26/12/2018 xyxy=(719,771,771,783)
total-cell: 80 xyxy=(677,662,716,715)
exam-date: 08/01/2019 xyxy=(1485,205,1537,216)
date-cell xyxy=(1482,767,1540,811)
exam-date: 15/01/2019 xyxy=(1485,725,1537,736)
exam-date: 18/12/2018 xyxy=(719,177,771,188)
schedule-row xyxy=(792,1103,1540,1131)
exam-time: 04:15 PM xyxy=(722,783,767,794)
date-cell xyxy=(716,553,774,607)
total-cell: 80 xyxy=(677,1147,716,1201)
exam-time: 11:00 AM xyxy=(723,944,766,956)
date-cell xyxy=(716,283,774,336)
roll-numbers-cell: 879934, 879999, 880009, 880076, 880184, 880273, 880291, 880333, 880357, 880385, 880425, 880462, 880500, 880537, 880575, 880612, 880650, 880687, 880725, 880762, 880800, 880837, 880875, 880912, 880950, 880987, 881025, 881062, 881100, 881137, 881175, 881212, 881250, 881287, 881325, 881362, 881400, 881437, 881475, 881512, 881550, 881587, 881625, 881662, 881700, 881737, 881775, 881812, 881850, 881887, 881925, 881962, 882000, 882037, 882075, 882112, 882150, 882187, 882225, 882262, 882300, 882337, 882375, 882412, 882450, 882487, 882525, 882562 xyxy=(792,987,1444,1031)
date-cell xyxy=(716,1147,774,1201)
date-cell xyxy=(1482,419,1540,473)
signature-line: (মোঃ মোস্তাফিজুর রহমান খান) xyxy=(1366,2297,1486,2309)
exam-date: 03/01/2019 xyxy=(719,1365,771,1377)
total-cell: 80 xyxy=(1444,365,1482,418)
exam-time: 11:00 AM xyxy=(723,512,766,524)
total-cell: 80 xyxy=(677,1364,716,1417)
date-cell xyxy=(1482,41,1540,95)
total-cell: 80 xyxy=(677,553,716,607)
date-cell xyxy=(716,770,774,823)
roll-numbers-cell: 768987, 769042, 769049, 769050, 769076, 769159, 769212, 769333, 769379, 769419, 769455, 769504, 769551, 769602, 769610, 769647, 769690, 769751, 769786, 769855, 769862, 769967, 769999, 770006, 770073, 770077, 770089, 770108, 770147, 770150, 770165, 770230, 770252, 770345, 770440, 770505, 770518, 770547, 770576, 770580, 770591, 770607, 770623, 770681, 770703, 770712, 770762, 770800, 770801, 770813, 770815, 770837, 770922, 770976, 770988, 770995, 771045, 771067, 771102, 771135, 771168, 771207, 771231, 771243, 771251, 771253, 771260, 771322, 771328, 771336, 771353, 771369, 771403, 771412, 771425, 771497, 771529, 771552, 771561, 771567 xyxy=(25,1039,677,1093)
exam-time: 04:15 PM xyxy=(1488,692,1533,704)
date-cell xyxy=(1482,812,1540,856)
schedule-body-right xyxy=(792,41,1540,1131)
memo-reference xyxy=(791,2300,882,2334)
schedule-row xyxy=(792,635,1540,679)
exam-time: 04:15 PM xyxy=(722,567,767,578)
schedule-row xyxy=(792,723,1540,767)
exam-time: 04:15 PM xyxy=(722,675,767,686)
exam-date: 23/12/2018 xyxy=(719,501,771,512)
schedule-row xyxy=(25,1255,774,1309)
date-cell xyxy=(1482,900,1540,944)
total-cell: 80 xyxy=(677,1418,716,1472)
signature-line: মহাব্যবস্থাপক, বাংলাদেশ ব্যাংক xyxy=(1366,2311,1484,2323)
exam-time: 11:00 AM xyxy=(723,620,766,632)
top-bar-segment xyxy=(1406,0,1563,4)
schedule-row xyxy=(792,311,1540,365)
helpline-notice: ব্যাংকিং ও আর্থিক সেবা পেতে হয়রানির শিকার হলে কিংবা কোনো অভিযোগ থাকলে ১৬২৩৬ নম্বরে ফোন করুন। xyxy=(985,2295,1308,2326)
schedule-row xyxy=(25,986,774,1039)
exam-date: 02/01/2019 xyxy=(719,1312,771,1323)
exam-time: 04:15 PM xyxy=(1488,957,1533,968)
exam-date: 08/01/2019 xyxy=(1485,258,1537,270)
exam-date: 17/12/2018 xyxy=(719,69,771,80)
schedule-row xyxy=(792,41,1540,95)
roll-numbers-cell: 741109, 741116, 741138, 741149, 741224, 741227, 741261, 741263, 741400, 741492, 741496, 741502, 741611, 741734, 741865, 741871, 741889, 741931, 741994, 742001, 742093, 742146, 742231, 742231, 742331, 742376, 742428, 742487, 742523, 742527, 742602, 742713, 742747, 742787, 742805, 742808, 742837, 742849, 742909, 742942, 742972, 743015, 743077, 743093, 743132, 743139, 743143, 743196, 743217, 743240, 743289, 743302, 743308, 743311, 743326, 743388, 743391, 743397, 743459, 743617, 743690, 743721, 743902, 743911, 743944, 744007, 744021, 744093, 744140, 744166, 744265, 744283, 744417, 744451, 744493, 744537, 744572, 744578, 744607, 744710 xyxy=(25,662,677,715)
date-cell xyxy=(1482,723,1540,767)
exam-date: 26/12/2018 xyxy=(719,717,771,728)
total-cell: 80 xyxy=(677,823,716,877)
important-note: বি.দ্র. নির্ধারিত সময়ের পরে বিএসসিএস এর চেকিং বোর্ডে উপস্থিত হলে অথবা উল্লিখিত দলিলাদির মূলকপি প্রদর্শনে সমর্থ না হলে কোনো ক্রমেই মৌখিক পরীক্ষায় অংশ গ্রহণের সুযোগ দেয়া হবে না। xyxy=(791,2247,1538,2277)
total-cell: 72 xyxy=(1444,812,1482,856)
signature-line: স্বাক্ষরিত/- xyxy=(1366,2283,1405,2295)
exam-time: 11:00 AM xyxy=(1489,432,1532,444)
schedule-row xyxy=(792,419,1540,473)
exam-date: 24/12/2018 xyxy=(719,609,771,620)
exam-date: 23/12/2018 xyxy=(719,555,771,567)
exam-date: 20/01/2019 xyxy=(1485,989,1537,1001)
schedule-body-left xyxy=(25,68,774,1516)
exam-time: 04:15 PM xyxy=(722,1431,767,1443)
date-cell xyxy=(716,337,774,391)
roll-numbers-cell: 885881, 885928, 885963, 886005, 886025, 886119, 886208, 886258, 886302, 886344, 886427, 886459, 886502 xyxy=(792,1076,1444,1103)
date-header: Date xyxy=(716,52,774,68)
roll-numbers-cell: 725077, 725080, 725090, 725096, 725125, 725166, 725195, 725232, 725304, 725348, 725354, 725360, 725376, 725442, 725510, 725526, 725531, 725593, 725607, 725610, 725669, 725700, 725753, 725758, 725936, 726022, 726039, 726089, 726095, 726133, 726227, 726250, 726312, 726392, 726443, 726451, 726475, 726478, 726557, 726574, 726572, 726607, 726629, 726645, 726701, 726720, 726927, 726941, 727010, 727054, 727056, 727108, 727171, 727277, 727286, 727296, 727463, 727475, 727508, 727526, 727528, 727581, 727597, 727615, 727623, 727633, 727669, 727690, 727702, 727762, 727741, 727788, 727805, 727946, 727948, 728026, 728068, 728072, 728092, 728147 xyxy=(25,445,677,499)
date-cell xyxy=(716,68,774,121)
schedule-row xyxy=(25,175,774,228)
exam-date: 20/12/2018 xyxy=(719,447,771,459)
exam-date: 07/01/2019 xyxy=(1485,97,1537,108)
roll-numbers-cell: 857335, 857350, 857360, 857389, 857410, 857422, 857455, 857470, 857487, 857523, 857558, 857590, 857627, 857661, 857695, 857730, 857764, 857798, 857833, 857867, 857901, 857936, 857970, 858004, 858039, 858073, 858107, 858142, 858176, 858210, 858245, 858279, 858313, 858348, 858382, 858416, 858451, 858485, 858519, 858554, 858588, 858622, 858657, 858691, 858725, 858760, 858794, 858828, 858863, 858897, 858931, 858966, 859000, 859034, 859069, 859103, 859137, 859172, 859206, 859240, 859275, 859309, 859343, 859378, 859412, 859446, 859481, 859515, 859549, 859584, 859618, 859652 xyxy=(792,723,1444,767)
exam-date: 15/01/2019 xyxy=(1485,769,1537,780)
exam-time: 11:00 AM xyxy=(723,1161,766,1172)
date-cell xyxy=(716,1364,774,1417)
date-cell xyxy=(1482,1032,1540,1076)
exam-time: 11:00 AM xyxy=(1489,540,1532,552)
date-cell xyxy=(1482,987,1540,1031)
exam-date: 20/01/2019 xyxy=(1485,1034,1537,1045)
schedule-row xyxy=(25,121,774,175)
exam-time: 11:00 AM xyxy=(723,1377,766,1388)
top-bar-segment xyxy=(0,0,237,4)
schedule-row xyxy=(25,1202,774,1255)
signature-line: সদস্য-সচিব, বিএসসি xyxy=(1366,2340,1448,2351)
roll-numbers-cell: 785229, 785324, 785426, 785456, 785535, 785585, 785705, 785814, 785830, 785950, 785965, 786103, 786131, 786213, 786228, 786281, 786299, 786303, 786387, 786447, 786523, 786614, 786622, 786675, 786783, 786807, 786854, 786921, 786938, 787015, 787034, 787077, 787120, 787138, 787229, 787249, 787250, 787301, 787333, 787358, 787365, 787415, 787431, 787444, 787480, 787512, 787533, 787593, 787608, 787633, 787731, 787778, 787820, 787897, 787922, 787937, 787967, 787984, 788010, 788015, 788024, 788052, 788084, 788098, 788137, 788150, 788168, 788191, 788249, 788269, 788350, 788421, 788443, 788472, 788478, 788507, 788554, 788580, 788631, 788717 xyxy=(25,1255,677,1309)
schedule-row xyxy=(25,715,774,769)
exam-time: 04:15 PM xyxy=(722,891,767,902)
signature-line: ও xyxy=(1366,2326,1374,2337)
signature-block xyxy=(1366,2282,1485,2353)
roll-numbers-cell: 751812, 751890, 751958, 752026, 752031, 752142, 752169, 752179, 752222, 752249, 752256, 752275, 752339, 752390, 752446, 752573, 752620, 752652, 752712, 752738, 752747, 752788, 752828, 752866, 752877, 752893, 752914, 752934, 752959, 753047, 753096, 753135, 753212, 753283, 753291, 753299, 753304, 753316, 753336, 753391, 753435, 753455, 753517, 753539, 753622, 753674, 753729, 753730, 753761, 753793, 753803, 753858, 753914, 753930, 753988, 754025, 754044, 754073, 754080, 754117, 754124, 754137, 754164, 754168, 754233, 754263, 754326, 754415, 754506, 754542, 754546, 754614, 754701, 754705, 754722, 754731, 754807, 754816, 754926, 755078 xyxy=(25,823,677,877)
exam-date: 24/12/2018 xyxy=(719,663,771,675)
total-cell: 15 xyxy=(1444,1076,1482,1103)
total-cell: 72 xyxy=(1444,944,1482,987)
date-cell xyxy=(716,445,774,499)
date-cell xyxy=(716,229,774,283)
memo-line: তারিখঃ ২২-১০-২০১৮ xyxy=(791,2311,877,2322)
date-cell xyxy=(716,1472,774,1516)
roll-numbers-cell: 817638, 817664, 817673, 817687, 817688, 817868, 817873, 817892, 817916, 817981, 818002, 818077, 818115, 818126, 818293, 818396, 818401, 818429, 818448, 818499, 818554, 818605, 818651, 818652, 818657, 818683, 818792, 818800, 818905, 818935, 818940, 818986, 819093, 819602, 819631, 819700, 819739, 819746, 819806, 819821, 819827, 819888, 819903, 820100, 820186, 820321, 820356, 820436, 820436, 820474, 820842, 820866, 820870, 820892, 820928, 820965, 820971, 821016, 821082, 821094, 821116, 821158, 821179, 821292, 821308, 821361, 821397, 821445, 821521, 821653, 821679, 821760, 821787, 821833, 821837, 821852, 821895, 821920, 821955, 821980 xyxy=(792,203,1444,257)
total-cell: 80 xyxy=(677,607,716,661)
exam-time: 04:15 PM xyxy=(1488,54,1533,65)
date-cell xyxy=(716,662,774,715)
exam-time: 04:15 PM xyxy=(1488,594,1533,605)
schedule-row xyxy=(25,1418,774,1472)
table-header-row xyxy=(792,25,1540,41)
schedule-row xyxy=(25,68,774,121)
total-cell: 80 xyxy=(677,121,716,175)
schedule-row xyxy=(792,987,1540,1031)
